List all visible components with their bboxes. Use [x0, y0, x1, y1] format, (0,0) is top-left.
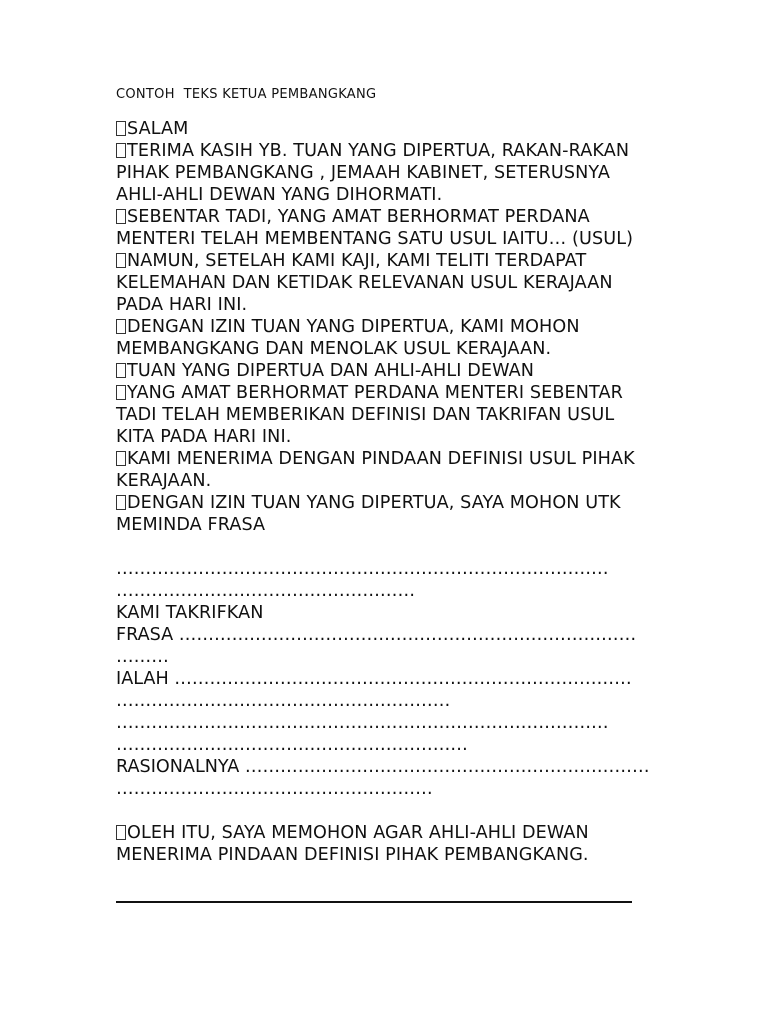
document-title: CONTOH TEKS KETUA PEMBANGKANG	[116, 87, 377, 102]
document-page	[116, 86, 656, 866]
bullet-box-icon	[116, 385, 126, 400]
rasional-continuation: ………………………………………………	[116, 779, 433, 799]
bullet-box-icon	[116, 209, 126, 224]
bullet-box-icon	[116, 825, 126, 840]
ialah-dots-line-3: …………………………………………………………………………	[116, 713, 609, 733]
ialah-dots-line-4: ……………………………………………………	[116, 735, 468, 755]
fill-in-line-1: …………………………………………………………………………	[116, 559, 609, 579]
fill-in-line-2: ……………………………………………	[116, 581, 416, 601]
bullet-item-oleh-itu: OLEH ITU, SAYA MEMOHON AGAR AHLI-AHLI DEWAN MENERIMA PINDAAN DEFINISI PIHAK PEMBANGKANG.	[116, 823, 589, 865]
bullet-item-terima-kasih: TERIMA KASIH YB. TUAN YANG DIPERTUA, RAKAN-RAKAN PIHAK PEMBANGKANG , JEMAAH KABINET, SETERUSNYA AHLI-AHLI DEWAN YANG DIHORMATI.	[116, 141, 630, 205]
bullet-item-sebentar-tadi: SEBENTAR TADI, YANG AMAT BERHORMAT PERDANA MENTERI TELAH MEMBENTANG SATU USUL IAITU… (USUL)	[116, 207, 634, 249]
bullet-item-tuan-yang-dipertua: TUAN YANG DIPERTUA DAN AHLI-AHLI DEWAN	[116, 360, 656, 382]
bullet-item-perdana-menteri: YANG AMAT BERHORMAT PERDANA MENTERI SEBENTAR TADI TELAH MEMBERIKAN DEFINISI DAN TAKRIFAN USUL KITA PADA HARI INI.	[116, 383, 623, 447]
speech-body	[116, 118, 656, 866]
rasional-line: RASIONALNYA ……………………………………………………………	[116, 757, 650, 777]
bullet-box-icon	[116, 451, 126, 466]
bullet-item-namun: NAMUN, SETELAH KAMI KAJI, KAMI TELITI TERDAPAT KELEMAHAN DAN KETIDAK RELEVANAN USUL KERAJAAN PADA HARI INI.	[116, 251, 613, 315]
bullet-item-kami-menerima: KAMI MENERIMA DENGAN PINDAAN DEFINISI USUL PIHAK KERAJAAN.	[116, 449, 635, 491]
frasa-continuation: ………	[116, 647, 169, 667]
spacer	[116, 536, 656, 558]
ialah-line: IALAH ……………………………………………………………………	[116, 669, 632, 689]
bullet-box-icon	[116, 121, 126, 136]
bullet-box-icon	[116, 495, 126, 510]
spacer	[116, 800, 656, 822]
bullet-item-mohon-membangkang: DENGAN IZIN TUAN YANG DIPERTUA, KAMI MOHON MEMBANGKANG DAN MENOLAK USUL KERAJAAN.	[116, 317, 580, 359]
bullet-item-meminda-frasa: DENGAN IZIN TUAN YANG DIPERTUA, SAYA MOHON UTK MEMINDA FRASA	[116, 493, 621, 535]
bullet-box-icon	[116, 253, 126, 268]
bullet-box-icon	[116, 319, 126, 334]
bottom-underline-rule	[116, 901, 632, 903]
bullet-box-icon	[116, 363, 126, 378]
bullet-item-salam: SALAM	[116, 118, 656, 140]
ialah-continuation: …………………………………………………	[116, 691, 451, 711]
bullet-box-icon	[116, 143, 126, 158]
takrif-label: KAMI TAKRIFKAN	[116, 603, 264, 623]
frasa-line: FRASA ……………………………………………………………………	[116, 625, 637, 645]
